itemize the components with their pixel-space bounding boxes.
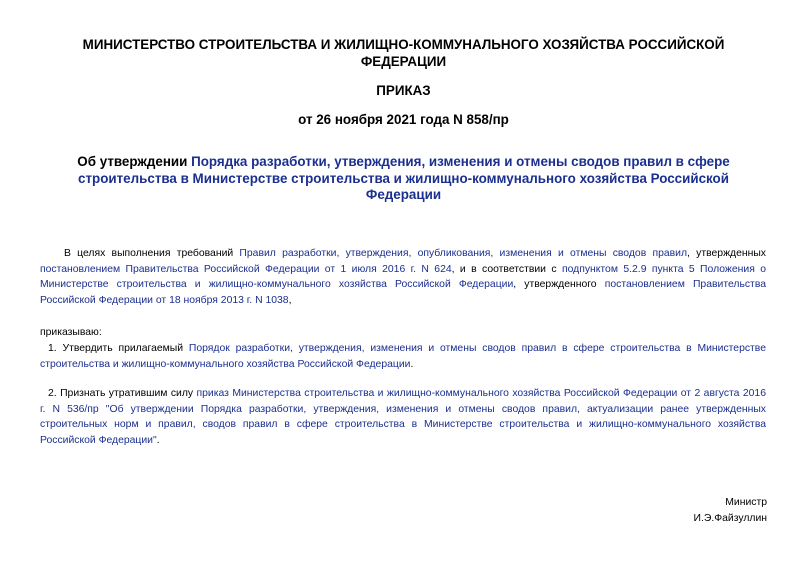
preamble-text-2: , утвержденных <box>687 248 767 259</box>
item2-text-2: . <box>156 435 160 447</box>
rules-link[interactable]: Правил разработки, утверждения, опубликования, изменения и отмены сводов правил <box>239 248 688 259</box>
item2-text-1: 2. Признать утратившим силу <box>48 388 197 399</box>
document-date: от 26 ноября 2021 года N 858/пр <box>298 112 509 127</box>
government-decree-624-link[interactable]: постановлением Правительства Российской Федерации от 1 июля 2016 г. N 624 <box>40 263 452 275</box>
signatory-name: И.Э.Файзуллин <box>693 513 767 524</box>
subject-prefix: Об утверждении <box>77 154 192 169</box>
document-type-heading: ПРИКАЗ <box>376 83 431 98</box>
document-subject <box>70 154 737 204</box>
subject-link[interactable]: Порядка разработки, утверждения, изменения и отмены сводов правил в сфере строительства в Министерстве строительства и жилищно-коммунального хозяйства Российской Федерации <box>78 154 730 202</box>
signature-block <box>694 495 767 527</box>
orders-word: приказываю: <box>40 327 102 338</box>
preamble-text-5: , <box>288 295 292 307</box>
order-item-1 <box>40 341 766 372</box>
order-item-2 <box>40 386 766 449</box>
item1-text-2: . <box>410 358 414 370</box>
preamble-paragraph <box>40 246 766 309</box>
preamble-text-4: , утвержденного <box>513 279 605 291</box>
revoked-order-link[interactable]: приказ Министерства строительства и жилищно-коммунального хозяйства Российской Федерации от 2 августа 2016 г. N 536/пр "Об утверждении Порядка разработки, утверждения, изменения и отмены сводов правил, актуализации ранее утвержденных строительных норм и правил, сводов правил в сфере строительства в Министерстве строительства и жилищно-коммунального хозяйства Российской Федерации" <box>40 388 766 447</box>
preamble-text-1: В целях выполнения требований <box>64 248 240 259</box>
item1-text-1: 1. Утвердить прилагаемый <box>48 343 189 354</box>
signatory-title: Министр <box>725 497 767 508</box>
ministry-heading: МИНИСТЕРСТВО СТРОИТЕЛЬСТВА И ЖИЛИЩНО-КОММУНАЛЬНОГО ХОЗЯЙСТВА РОССИЙСКОЙ ФЕДЕРАЦИИ <box>82 37 725 69</box>
government-decree-1038-link[interactable]: постановлением Правительства Российской Федерации от 18 ноября 2013 г. N 1038 <box>40 279 767 307</box>
approved-procedure-link[interactable]: Порядок разработки, утверждения, изменения и отмены сводов правил в сфере строительства в Министерстве строительства и жилищно-коммунального хозяйства Российской Федерации <box>40 343 766 370</box>
regulation-subpoint-link[interactable]: подпунктом 5.2.9 пункта 5 Положения о Министерстве строительства и жилищно-коммунального хозяйства Российской Федерации <box>40 263 766 291</box>
preamble-text-3: , и в соответствии с <box>451 263 562 275</box>
